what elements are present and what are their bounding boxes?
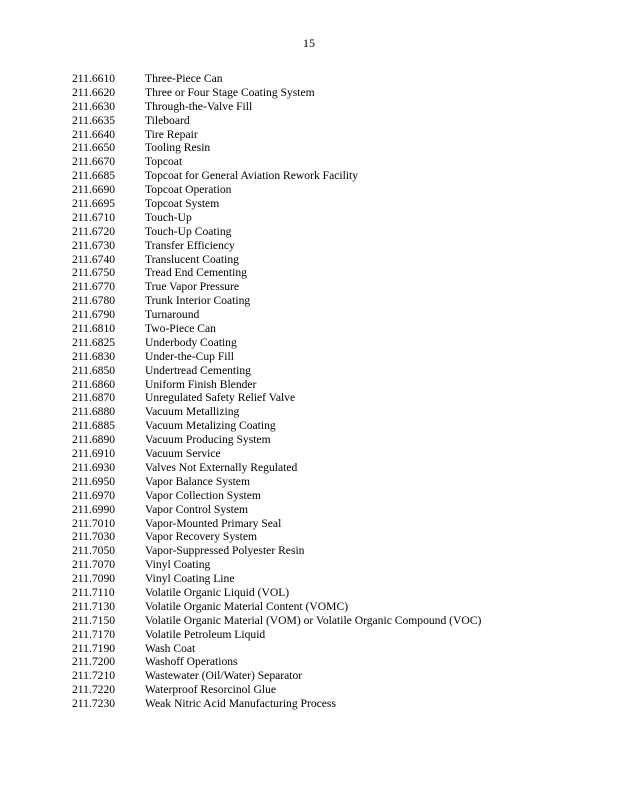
list-item — [72, 114, 592, 128]
defined-term: Translucent Coating — [145, 252, 239, 266]
list-item — [72, 239, 592, 253]
defined-term: Vinyl Coating Line — [145, 572, 235, 586]
defined-term: Three-Piece Can — [145, 72, 223, 85]
defined-term: Topcoat — [145, 155, 183, 169]
section-number: 211.6685 — [72, 169, 116, 183]
section-number: 211.6695 — [72, 197, 116, 211]
list-item — [72, 225, 592, 239]
defined-term: Vacuum Service — [145, 447, 221, 461]
section-number: 211.6720 — [72, 224, 116, 238]
defined-term: Vacuum Metalizing Coating — [145, 419, 276, 433]
section-number: 211.6850 — [72, 363, 116, 377]
section-number: 211.6650 — [72, 141, 116, 155]
list-item — [72, 266, 592, 280]
defined-term: Topcoat Operation — [145, 183, 232, 197]
section-number: 211.6810 — [72, 322, 116, 336]
defined-term: Turnaround — [145, 308, 200, 322]
list-item — [72, 169, 592, 183]
section-number: 211.6780 — [72, 294, 116, 308]
section-number: 211.6880 — [72, 405, 116, 419]
list-item — [72, 614, 592, 628]
list-item — [72, 280, 592, 294]
list-item — [72, 72, 592, 86]
list-item — [72, 558, 592, 572]
definitions-list — [72, 72, 592, 711]
section-number: 211.6630 — [72, 99, 116, 113]
list-item — [72, 336, 592, 350]
defined-term: Under-the-Cup Fill — [145, 349, 234, 363]
list-item — [72, 642, 592, 656]
defined-term: Wash Coat — [145, 641, 196, 655]
section-number: 211.6970 — [72, 488, 116, 502]
list-item — [72, 544, 592, 558]
defined-term: Vacuum Metallizing — [145, 405, 240, 419]
list-item — [72, 433, 592, 447]
list-item — [72, 475, 592, 489]
section-number: 211.6730 — [72, 238, 116, 252]
section-number: 211.6830 — [72, 349, 116, 363]
defined-term: Washoff Operations — [145, 655, 238, 669]
defined-term: Vapor Control System — [145, 502, 249, 516]
list-item — [72, 419, 592, 433]
list-item — [72, 322, 592, 336]
defined-term: Two-Piece Can — [145, 322, 216, 336]
section-number: 211.7030 — [72, 530, 116, 544]
section-number: 211.7010 — [72, 516, 116, 530]
defined-term: Vapor Balance System — [145, 474, 250, 488]
section-number: 211.6690 — [72, 183, 116, 197]
list-item — [72, 391, 592, 405]
defined-term: Uniform Finish Blender — [145, 377, 257, 391]
list-item — [72, 378, 592, 392]
defined-term: Vapor Collection System — [145, 488, 261, 502]
list-item — [72, 683, 592, 697]
list-item — [72, 655, 592, 669]
defined-term: Topcoat System — [145, 197, 220, 211]
section-number: 211.7230 — [72, 697, 116, 711]
section-number: 211.6990 — [72, 502, 116, 516]
section-number: 211.6950 — [72, 474, 116, 488]
list-item — [72, 461, 592, 475]
section-number: 211.6770 — [72, 280, 116, 294]
defined-term: Weak Nitric Acid Manufacturing Process — [145, 697, 336, 711]
section-number: 211.7190 — [72, 641, 116, 655]
list-item — [72, 350, 592, 364]
list-item — [72, 405, 592, 419]
defined-term: Touch-Up Coating — [145, 224, 232, 238]
defined-term: Vapor Recovery System — [145, 530, 258, 544]
list-item — [72, 364, 592, 378]
section-number: 211.7070 — [72, 558, 116, 572]
defined-term: Tileboard — [145, 113, 190, 127]
list-item — [72, 669, 592, 683]
section-number: 211.7090 — [72, 572, 116, 586]
list-item — [72, 128, 592, 142]
section-number: 211.6930 — [72, 460, 116, 474]
defined-term: Valves Not Externally Regulated — [145, 460, 298, 474]
page-number: 15 — [303, 36, 315, 50]
list-item — [72, 600, 592, 614]
defined-term: Tire Repair — [145, 127, 198, 141]
list-item — [72, 253, 592, 267]
list-item — [72, 183, 592, 197]
defined-term: Volatile Petroleum Liquid — [145, 627, 266, 641]
section-number: 211.7210 — [72, 669, 116, 683]
section-number: 211.6870 — [72, 391, 116, 405]
list-item — [72, 489, 592, 503]
section-number: 211.7050 — [72, 544, 116, 558]
list-item — [72, 86, 592, 100]
list-item — [72, 100, 592, 114]
list-item — [72, 572, 592, 586]
defined-term: Tread End Cementing — [145, 266, 247, 280]
defined-term: Topcoat for General Aviation Rework Facility — [145, 169, 359, 183]
list-item — [72, 697, 592, 711]
defined-term: Volatile Organic Liquid (VOL) — [145, 585, 290, 599]
section-number: 211.6740 — [72, 252, 116, 266]
section-number: 211.6825 — [72, 335, 116, 349]
defined-term: True Vapor Pressure — [145, 280, 240, 294]
list-item — [72, 211, 592, 225]
defined-term: Vinyl Coating — [145, 558, 211, 572]
section-number: 211.7150 — [72, 613, 116, 627]
section-number: 211.6640 — [72, 127, 116, 141]
section-number: 211.6635 — [72, 113, 116, 127]
list-item — [72, 530, 592, 544]
defined-term: Vapor-Suppressed Polyester Resin — [145, 544, 305, 558]
section-number: 211.7170 — [72, 627, 116, 641]
list-item — [72, 586, 592, 600]
section-number: 211.6620 — [72, 85, 116, 99]
list-item — [72, 294, 592, 308]
section-number: 211.6890 — [72, 433, 116, 447]
section-number: 211.6670 — [72, 155, 116, 169]
section-number: 211.6860 — [72, 377, 116, 391]
defined-term: Through-the-Valve Fill — [145, 99, 253, 113]
list-item — [72, 197, 592, 211]
section-number: 211.7130 — [72, 599, 116, 613]
section-number: 211.6790 — [72, 308, 116, 322]
list-item — [72, 155, 592, 169]
section-number: 211.6910 — [72, 447, 116, 461]
defined-term: Vacuum Producing System — [145, 433, 271, 447]
list-item — [72, 141, 592, 155]
section-number: 211.7110 — [72, 585, 115, 599]
defined-term: Tooling Resin — [145, 141, 211, 155]
section-number: 211.6750 — [72, 266, 116, 280]
defined-term: Vapor-Mounted Primary Seal — [145, 516, 282, 530]
defined-term: Underbody Coating — [145, 335, 237, 349]
defined-term: Trunk Interior Coating — [145, 294, 251, 308]
section-number: 211.7200 — [72, 655, 116, 669]
list-item — [72, 308, 592, 322]
defined-term: Three or Four Stage Coating System — [145, 85, 315, 99]
section-number: 211.6885 — [72, 419, 116, 433]
defined-term: Unregulated Safety Relief Valve — [145, 391, 296, 405]
defined-term: Waterproof Resorcinol Glue — [145, 683, 277, 697]
defined-term: Volatile Organic Material Content (VOMC) — [145, 599, 349, 613]
list-item — [72, 628, 592, 642]
defined-term: Wastewater (Oil/Water) Separator — [145, 669, 303, 683]
defined-term: Undertread Cementing — [145, 363, 251, 377]
defined-term: Touch-Up — [145, 210, 192, 224]
defined-term: Transfer Efficiency — [145, 238, 235, 252]
section-number: 211.7220 — [72, 683, 116, 697]
list-item — [72, 447, 592, 461]
section-number: 211.6610 — [72, 72, 116, 85]
list-item — [72, 517, 592, 531]
section-number: 211.6710 — [72, 210, 116, 224]
defined-term: Volatile Organic Material (VOM) or Volatile Organic Compound (VOC) — [145, 613, 482, 627]
list-item — [72, 503, 592, 517]
